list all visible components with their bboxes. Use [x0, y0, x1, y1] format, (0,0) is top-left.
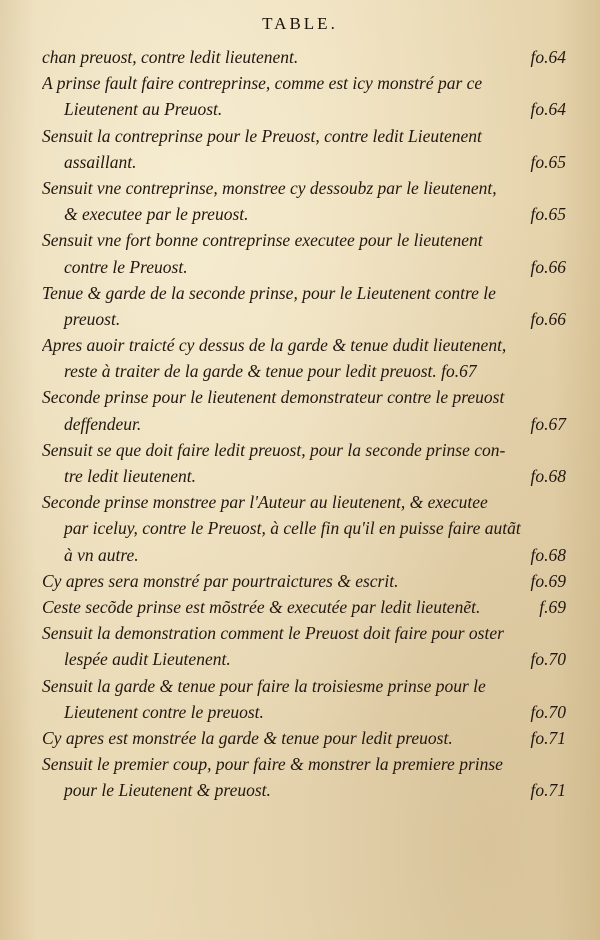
- toc-entry-text: Lieutenent contre le preuost.: [64, 701, 264, 722]
- toc-entry: [42, 280, 568, 332]
- toc-entry-text: Seconde prinse monstree par l'Auteur au lieutenent, & executee: [42, 492, 488, 513]
- toc-entry-first-line: [42, 70, 568, 96]
- toc-entry: [42, 489, 568, 568]
- toc-entry-first-line: [42, 751, 568, 777]
- folio-reference: fo.66: [530, 308, 566, 329]
- toc-entry-continuation-line: [42, 515, 568, 541]
- toc-entry: [42, 123, 568, 175]
- toc-entry-continuation-line: [42, 254, 568, 280]
- page-header: TABLE.: [262, 14, 338, 33]
- toc-entry: [42, 437, 568, 489]
- toc-entry-text: Sensuit la demonstration comment le Preuost doit faire pour oster: [42, 623, 504, 644]
- toc-entry: [42, 384, 568, 436]
- toc-entry-text: par iceluy, contre le Preuost, à celle fin qu'il en puisse faire autãt: [64, 518, 521, 539]
- folio-reference: fo.70: [530, 649, 566, 670]
- folio-reference: fo.64: [530, 99, 566, 120]
- toc-entry-first-line: [42, 227, 568, 253]
- toc-entry-text: Lieutenent au Preuost.: [64, 99, 223, 120]
- toc-entry-text: Ceste secõde prinse est mõstrée & executée par ledit lieutenẽt.: [42, 596, 481, 617]
- toc-entry-text: preuost.: [64, 308, 121, 329]
- table-of-contents: [42, 44, 568, 803]
- toc-entry: [42, 227, 568, 279]
- toc-entry-first-line: [42, 384, 568, 410]
- folio-reference: fo.71: [530, 780, 566, 801]
- toc-entry: [42, 620, 568, 672]
- toc-entry-first-line: [42, 594, 568, 620]
- toc-entry-first-line: [42, 280, 568, 306]
- toc-entry-text: Seconde prinse pour le lieutenent demonstrateur contre le preuost: [42, 387, 505, 408]
- toc-entry-text: assaillant.: [64, 151, 137, 172]
- toc-entry: [42, 594, 568, 620]
- toc-entry-first-line: [42, 620, 568, 646]
- toc-entry-text: lespée audit Lieutenent.: [64, 649, 231, 670]
- folio-reference: f.69: [539, 596, 566, 617]
- toc-entry-first-line: [42, 44, 568, 70]
- toc-entry: [42, 673, 568, 725]
- folio-reference: fo.68: [530, 544, 566, 565]
- toc-entry-text: Sensuit la garde & tenue pour faire la troisiesme prinse pour le: [42, 675, 486, 696]
- toc-entry-first-line: [42, 437, 568, 463]
- toc-entry-first-line: [42, 332, 568, 358]
- toc-entry: [42, 44, 568, 70]
- toc-entry-continuation-line: [42, 201, 568, 227]
- toc-entry: [42, 175, 568, 227]
- toc-entry-continuation-line: [42, 411, 568, 437]
- toc-entry-continuation-line: [42, 699, 568, 725]
- toc-entry: [42, 70, 568, 122]
- folio-reference: fo.67: [530, 413, 566, 434]
- toc-entry-text: pour le Lieutenent & preuost.: [64, 780, 271, 801]
- toc-entry-first-line: [42, 175, 568, 201]
- folio-reference: fo.65: [530, 204, 566, 225]
- toc-entry-text: A prinse fault faire contreprinse, comme est icy monstré par ce: [42, 73, 483, 94]
- toc-entry-continuation-line: [42, 463, 568, 489]
- toc-entry-text: contre le Preuost.: [64, 256, 188, 277]
- margin-annotation-mark: [40, 812, 70, 830]
- toc-entry-text: à vn autre.: [64, 544, 139, 565]
- toc-entry-continuation-line: [42, 306, 568, 332]
- folio-reference: fo.66: [530, 256, 566, 277]
- toc-entry: [42, 332, 568, 384]
- toc-entry-text: Cy apres sera monstré par pourtraictures & escrit.: [42, 570, 399, 591]
- folio-reference: fo.71: [530, 727, 566, 748]
- toc-entry: [42, 568, 568, 594]
- toc-entry-continuation-line: [42, 777, 568, 803]
- toc-entry-first-line: [42, 673, 568, 699]
- toc-entry-first-line: [42, 489, 568, 515]
- toc-entry-first-line: [42, 568, 568, 594]
- toc-entry-first-line: [42, 123, 568, 149]
- toc-entry-text: Cy apres est monstrée la garde & tenue pour ledit preuost.: [42, 727, 453, 748]
- toc-entry-text: Sensuit vne contreprinse, monstree cy dessoubz par le lieutenent,: [42, 177, 497, 198]
- toc-entry-continuation-line: [42, 96, 568, 122]
- folio-reference: fo.70: [530, 701, 566, 722]
- toc-entry-text: Sensuit la contreprinse pour le Preuost, contre ledit Lieutenent: [42, 125, 482, 146]
- folio-reference: fo.68: [530, 466, 566, 486]
- toc-entry-text: deffendeur.: [64, 413, 142, 434]
- folio-reference: fo.64: [530, 47, 566, 67]
- toc-entry-text: & executee par le preuost.: [64, 204, 249, 225]
- toc-entry: [42, 725, 568, 751]
- toc-entry-text: Sensuit le premier coup, pour faire & monstrer la premiere prinse: [42, 754, 503, 775]
- toc-entry-text: tre ledit lieutenent.: [64, 466, 197, 486]
- toc-entry-text: chan preuost, contre ledit lieutenent.: [42, 47, 299, 67]
- toc-entry-first-line: [42, 725, 568, 751]
- toc-entry-continuation-line: [42, 646, 568, 672]
- toc-entry-continuation-line: [42, 149, 568, 175]
- toc-entry-continuation-line: [42, 358, 568, 384]
- toc-entry-continuation-line: [42, 542, 568, 568]
- toc-entry-text: reste à traiter de la garde & tenue pour ledit preuost. fo.67: [64, 361, 477, 382]
- folio-reference: fo.69: [530, 570, 566, 591]
- toc-entry-text: Tenue & garde de la seconde prinse, pour le Lieutenent contre le: [42, 282, 496, 303]
- toc-entry-text: Sensuit se que doit faire ledit preuost, pour la seconde prinse con-: [42, 439, 506, 460]
- toc-entry: [42, 751, 568, 803]
- folio-reference: fo.65: [530, 151, 566, 172]
- toc-entry-text: Apres auoir traicté cy dessus de la garde & tenue dudit lieutenent,: [42, 335, 507, 356]
- toc-entry-text: Sensuit vne fort bonne contreprinse executee pour le lieutenent: [42, 230, 483, 251]
